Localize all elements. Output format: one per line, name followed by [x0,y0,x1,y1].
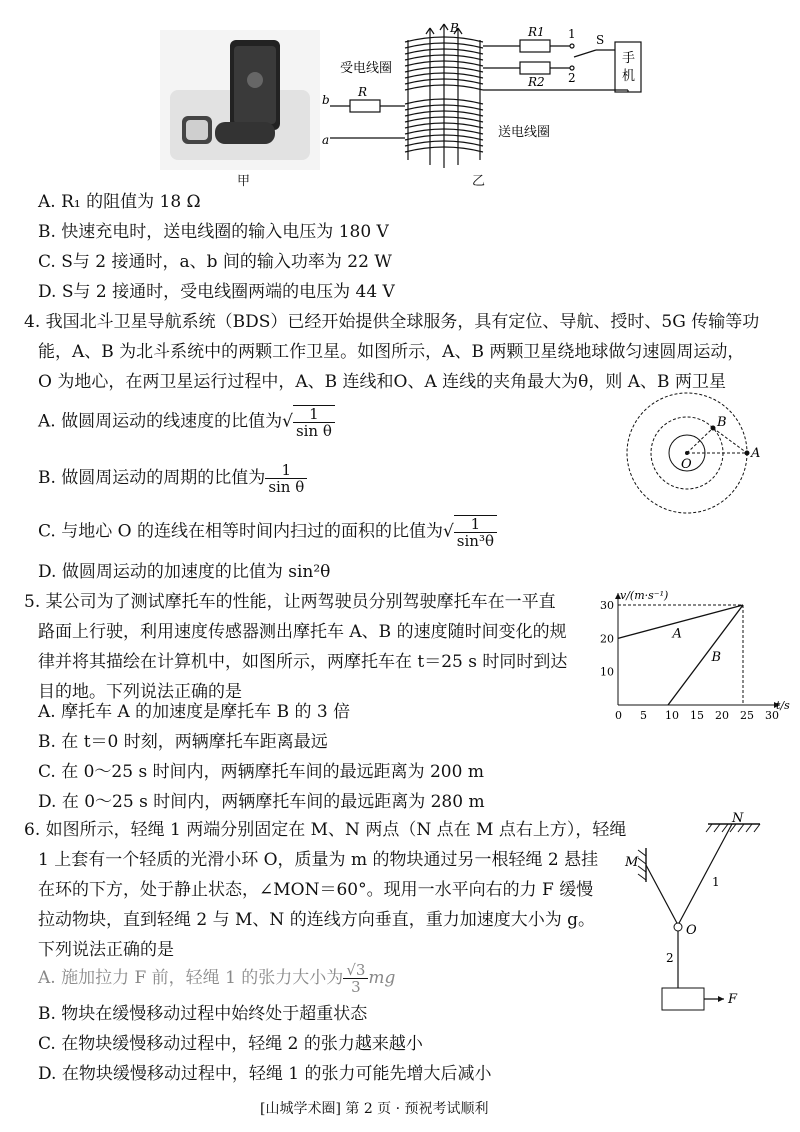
rope-diagram [620,810,780,1025]
q4-option-d: D. 做圆周运动的加速度的比值为 sin²θ [38,562,331,582]
q4-stem-line-1: 4. 我国北斗卫星导航系统（BDS）已经开始提供全球服务，具有定位、导航、授时、5G 传输等功 [24,312,760,332]
q5-stem-line-1: 5. 某公司为了测试摩托车的性能，让两驾驶员分别驾驶摩托车在一平直 [24,592,556,612]
label-m: M [625,855,639,870]
label-rope-2: 2 [666,951,674,965]
x-tick-label: 10 [665,709,679,722]
q4-option-c [38,515,497,549]
q3-option-b: B. 快速充电时，送电线圈的输入电压为 180 V [38,222,389,242]
wireless-charger-photo [160,30,320,170]
q5-option-a: A. 摩托车 A 的加速度是摩托车 B 的 3 倍 [38,702,351,722]
receiver-coil-label: 受电线圈 [340,61,393,76]
phone-label-2: 机 [622,69,636,84]
q6-stem-line-2: 1 上套有一个轻质的光滑小环 O，质量为 m 的物块通过另一根轻绳 2 悬挂 [38,850,599,870]
coil-windings [405,24,483,168]
q3-option-a: A. R₁ 的阻值为 18 Ω [38,192,201,212]
q5-stem-line-4: 目的地。下列说法正确的是 [38,682,242,702]
q4-option-a [38,405,335,439]
sender-coil-label: 送电线圈 [498,125,551,140]
y-axis-label: v/(m·s⁻¹) [620,589,669,602]
terminal-b-label: b [322,93,330,107]
x-tick-label: 25 [740,709,754,722]
page-footer: [山城学术圈] 第 2 页 · 预祝考试顺利 [260,1101,489,1117]
phone-label-1: 手 [622,51,636,66]
q5-option-d: D. 在 0～25 s 时间内，两辆摩托车间的最远距离为 280 m [38,792,485,812]
label-n: N [732,811,744,826]
q6-stem-line-5: 下列说法正确的是 [38,940,174,960]
block [662,988,704,1010]
q4-stem-line-3: O 为地心，在两卫星运行过程中，A、B 连线和O、A 连线的夹角最大为θ，则 A、B 两卫星 [38,372,726,392]
series-line-B [668,605,743,705]
rope-1-left [646,865,678,925]
figure-jia [160,30,320,170]
x-axis-label: t/s [776,699,790,712]
q3-option-d: D. S与 2 接通时，受电线圈两端的电压为 44 V [38,282,395,302]
sqrt-symbol: √ $\frac{1}{\text{sin θ}}$ [282,405,335,439]
series-label-B: B [711,650,722,665]
label-a: A [751,446,761,461]
q6-option-a-text: A. 施加拉力 F 前，轻绳 1 的张力大小为 [38,968,344,988]
b-field-label: B [450,21,459,35]
q6-option-d: D. 在物块缓慢移动过程中，轻绳 1 的张力可能先增大后减小 [38,1064,492,1084]
r2-label: R2 [528,75,545,89]
switch-s-label: S [596,33,605,47]
coil-circuit-diagram [320,20,650,170]
ring-o [674,923,682,931]
label-f: F [728,992,738,1007]
rope-1-right [678,824,732,925]
terminal-a-label: a [322,133,330,147]
q5-stem-line-2: 路面上行驶，利用速度传感器测出摩托车 A、B 的速度随时间变化的规 [38,622,567,642]
caption-jia: 甲 [237,174,251,189]
q6-stem-line-3: 在环的下方，处于静止状态，∠MON＝60°。现用一水平向右的力 F 缓慢 [38,880,594,900]
q4-option-b-text: B. 做圆周运动的周期的比值为 [38,468,266,488]
caption-yi: 乙 [472,174,486,189]
q6-option-b: B. 物块在缓慢移动过程中始终处于超重状态 [38,1004,368,1024]
q4-option-b: B. 做圆周运动的周期的比值为 $\frac{1}{\text{sin θ}}$ [38,462,307,495]
x-tick-label: 5 [640,709,647,722]
velocity-time-chart [590,585,790,725]
terminal-2-label: 2 [568,71,576,85]
label-rope-1: 1 [712,875,720,889]
x-tick-label: 20 [715,709,729,722]
r1-label: R1 [528,25,545,39]
x-tick-label: 15 [690,709,704,722]
sqrt-symbol: √ $\frac{1}{\text{sin³θ}}$ [443,515,497,549]
q4-stem-line-2: 能，A、B 为北斗系统中的两颗工作卫星。如图所示，A、B 两颗卫星绕地球做匀速圆周运动， [38,342,745,362]
q6-option-a: A. 施加拉力 F 前，轻绳 1 的张力大小为 $\frac{√3}{3}$ mg [38,961,396,996]
q6-stem-line-4: 拉动物块，直到轻绳 2 与 M、N 的连线方向垂直，重力加速度大小为 g。 [38,910,595,930]
label-o: O [681,457,692,472]
x-tick-label: 0 [615,709,622,722]
orbit-diagram [625,390,775,520]
satellite-a [745,451,750,456]
figure-yi [320,20,650,170]
q5-option-c: C. 在 0～25 s 时间内，两辆摩托车间的最远距离为 200 m [38,762,484,782]
series-label-A: A [672,626,682,642]
q4-option-c-text: C. 与地心 O 的连线在相等时间内扫过的面积的比值为 [38,521,443,542]
x-tick-label: 30 [765,709,779,722]
label-b: B [717,415,727,430]
q5-stem-line-3: 律并将其描绘在计算机中，如图所示，两摩托车在 t＝25 s 时同时到达 [38,652,568,672]
q5-option-b: B. 在 t＝0 时刻，两辆摩托车距离最远 [38,732,328,752]
q3-option-c: C. S与 2 接通时，a、b 间的输入功率为 22 W [38,252,392,272]
r-label: R [358,85,368,99]
q4-option-a-text: A. 做圆周运动的线速度的比值为 [38,411,283,432]
q6-stem-line-1: 6. 如图所示，轻绳 1 两端分别固定在 M、N 两点（N 点在 M 点右上方），轻绳 [24,820,627,840]
satellite-b [711,426,716,431]
q6-option-c: C. 在物块缓慢移动过程中，轻绳 2 的张力越来越小 [38,1034,423,1054]
y-tick-label: 10 [600,665,614,679]
label-o: O [686,923,697,938]
y-tick-label: 20 [600,632,614,646]
terminal-1-label: 1 [568,27,576,41]
y-tick-label: 30 [600,599,614,612]
